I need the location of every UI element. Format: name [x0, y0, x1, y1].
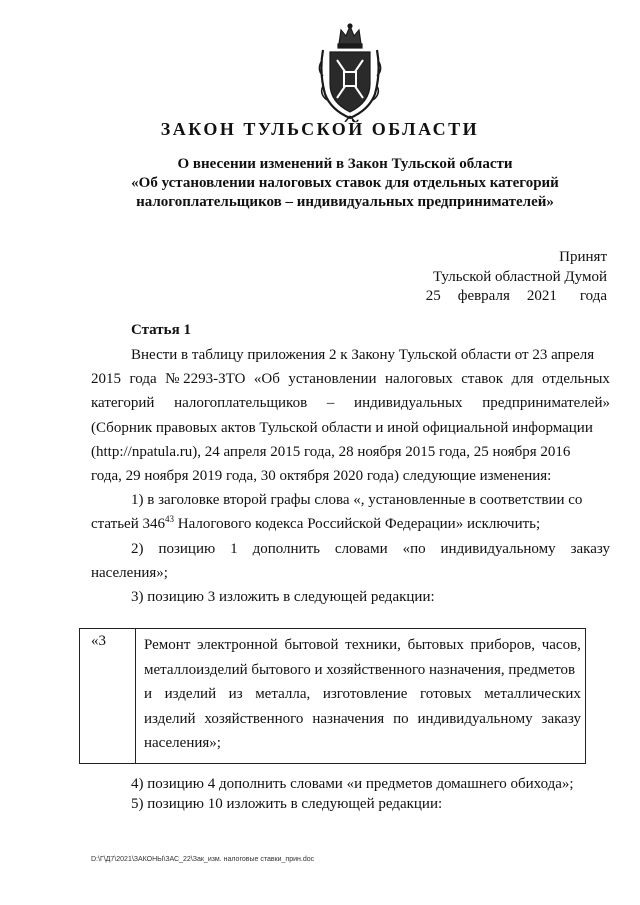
position-description [136, 629, 585, 763]
intro-line: 2015 года № 2293-ЗТО «Об установлении налоговых ставок для отдельных [91, 371, 610, 388]
adoption-block [426, 248, 607, 307]
adoption-year-word: года [579, 288, 607, 304]
article-items-tail [91, 772, 610, 816]
article-title: Статья 1 [131, 322, 191, 338]
item-1-line: 1) в заголовке второй графы слова «, установленные в соответствии со [131, 492, 583, 509]
subtitle-line: налогоплательщиков – индивидуальных предпринимателей» [136, 194, 554, 210]
law-title: ЗАКОН ТУЛЬСКОЙ ОБЛАСТИ [160, 119, 480, 139]
description-line: населения»; [144, 735, 221, 752]
subtitle-line: «Об установлении налоговых ставок для отдельных категорий [131, 175, 559, 191]
adoption-month: февраля [457, 288, 510, 304]
intro-line: категорий налогоплательщиков – индивидуальных предпринимателей» [91, 395, 610, 412]
adopted-word: Принят [559, 249, 607, 265]
law-subtitle [80, 155, 610, 212]
subtitle-line: О внесении изменений в Закон Тульской области [177, 156, 513, 172]
superscript: 43 [165, 514, 174, 525]
item-2-line: 2) позицию 1 дополнить словами «по индивидуальному заказу [131, 540, 610, 557]
description-line: металлоизделий бытового и хозяйственного назначения, предметов [144, 661, 576, 678]
item-5-line: 5) позицию 10 изложить в следующей редакции: [131, 796, 443, 813]
adoption-date [426, 287, 607, 307]
amendment-table [79, 628, 586, 764]
intro-line: (http://npatula.ru), 24 апреля 2015 года, 28 ноября 2015 года, 25 ноября 2016 [91, 443, 571, 460]
file-path-footer: D:\Г\Д7\2021\ЗАКОНЫ\ЗАС_22\Зак_изм. налоговые ставки_прин.doc [91, 856, 315, 863]
item-3-line: 3) позицию 3 изложить в следующей редакции: [131, 589, 435, 606]
adoption-year: 2021 [526, 288, 557, 304]
item-1-line: статьей $346^{43}$ Налогового кодекса Российской Федерации» исключить; [91, 514, 541, 533]
article-intro [91, 343, 610, 609]
adopted-by: Тульской областной Думой [432, 268, 607, 285]
item-4-line: 4) позицию 4 дополнить словами «и предметов домашнего обихода»; [131, 776, 574, 792]
position-number: «3 [80, 629, 136, 763]
coat-of-arms-icon [317, 22, 383, 122]
intro-line: (Сборник правовых актов Тульской области и иной официальной информации [91, 419, 593, 436]
item-2-line: населения»; [91, 564, 168, 581]
description-line: изделий хозяйственного назначения по индивидуальному заказу [144, 710, 581, 727]
adoption-day: 25 [425, 288, 441, 304]
description-line: и изделий из металла, изготовление готовых металлических [144, 686, 581, 703]
intro-line: Внести в таблицу приложения 2 к Закону Тульской области от 23 апреля [131, 347, 595, 363]
description-line: Ремонт электронной бытовой техники, бытовых приборов, часов, [144, 637, 581, 653]
intro-line: года, 29 ноября 2019 года, 30 октября 2020 года) следующие изменения: [91, 468, 552, 485]
